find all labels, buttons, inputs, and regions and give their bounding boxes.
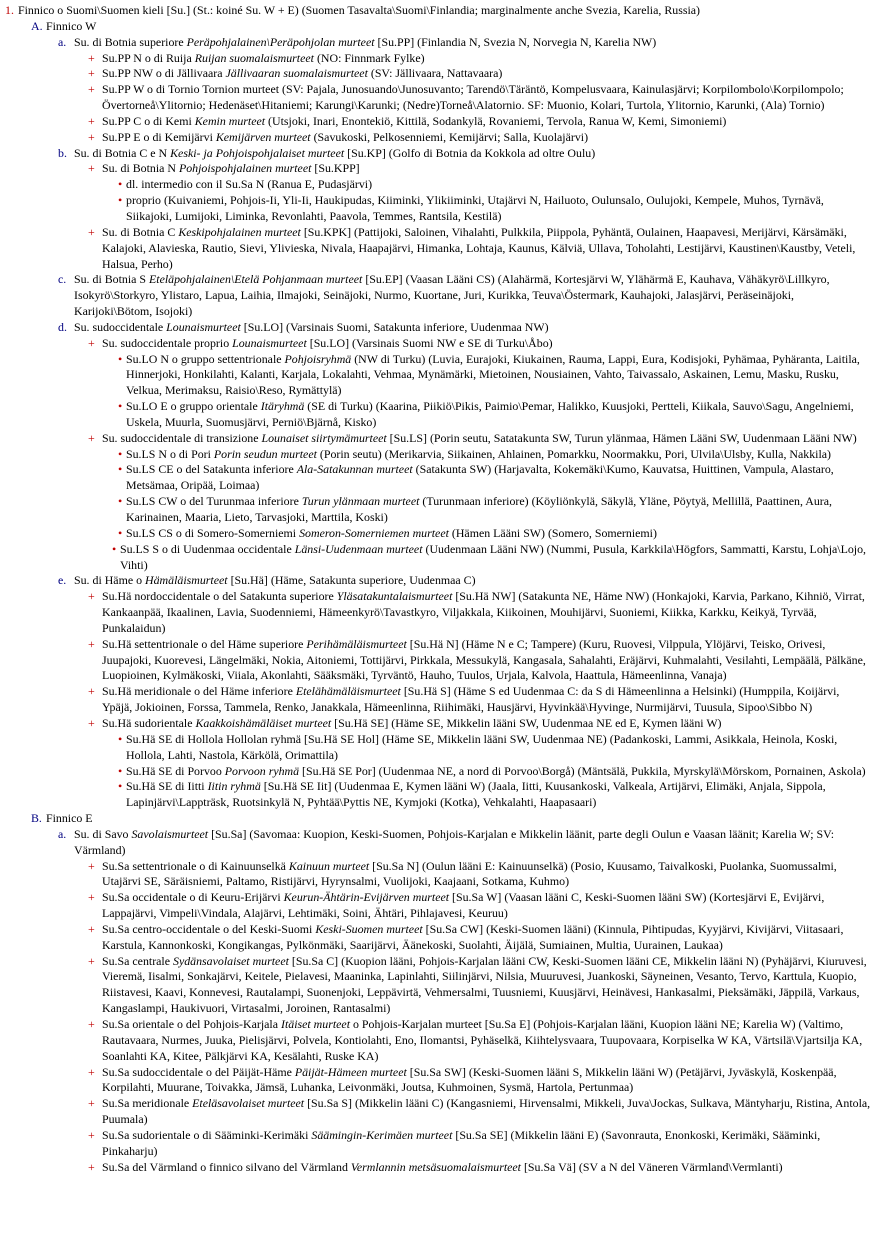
entry-level-4 [5, 399, 872, 431]
entry-text [126, 732, 872, 764]
entry-text-details: [Su.Sa S] (Mikkelin lääni C) (Kangasniemi, Hirvensalmi, Mikkeli, Juva\Jockas, Sulkava, Mäntyharju, Ristina, Antola, Puumala) [102, 1096, 871, 1127]
entry-text [102, 114, 872, 130]
entry-level-4 [5, 779, 872, 811]
entry-dialect-name: Kainuun murteet [288, 858, 370, 873]
entry-level-3 [5, 82, 872, 114]
entry-level-4 [5, 447, 872, 463]
entry-text-details: (Turunmaan inferiore) (Köyliönkylä, Säkylä, Yläne, Pöytyä, Mellillä, Paattinen, Aura, Karinainen, Maaria, Lieto, Tarvasjoki, Marttila, Koski) [126, 494, 832, 524]
entry-level-2 [5, 827, 872, 859]
entry-text [102, 431, 872, 447]
entry-text [46, 19, 872, 35]
entry-text-details: [Su.LS] (Porin seutu, Satatakunta SW, Turun ylänmaa, Hämen Lääni SW, Uudenmaan Lääni NW) [386, 430, 857, 445]
entry-dialect-name: Vermlannin metsäsuomalaismurteet [350, 1159, 521, 1174]
entry-text [126, 193, 872, 225]
entry-dialect-name: Etelähämäläismurteet [295, 684, 401, 699]
entry-text [102, 66, 872, 82]
entry-level-4 [5, 177, 872, 193]
entry-level-3 [5, 114, 872, 130]
entry-text-plain: Su.LO N o gruppo settentrionale [126, 351, 285, 366]
entry-text-plain: Su. di Häme o [74, 573, 146, 588]
entry-level-3 [5, 922, 872, 954]
entry-text [126, 177, 872, 193]
entry-text [74, 573, 872, 589]
entry-text-details: [Su.Sa CW] (Keski-Suomen lääni) (Kinnula, Pihtipudas, Kyyjärvi, Kivijärvi, Viitasaari, Karstula, Kannonkoski, Kongikangas, Pylkönmäki, Saarijärvi, Äänekoski, Suolahti, Äijälä, Sumiainen, Multia, Uurainen, Laukaa) [102, 921, 844, 952]
entry-level-3 [5, 890, 872, 922]
entry-text-plain: Su.PP NW o di Jällivaara [102, 66, 226, 81]
entry-text-plain: Su. di Botnia C [102, 224, 179, 239]
entry-text-details: [Su.LO] (Varsinais Suomi NW e SE di Turku\Åbo) [306, 335, 553, 350]
entry-marker: + [88, 1127, 95, 1142]
entry-text [102, 890, 872, 922]
entry-level-5 [5, 542, 872, 574]
entry-text [102, 922, 872, 954]
entry-marker: + [88, 82, 95, 97]
entry-text [102, 1017, 872, 1065]
entry-text-details: [Su.KPK] (Pattijoki, Saloinen, Vihalahti, Pulkkila, Piippola, Pyhäntä, Oulainen, Haapavesi, Merijärvi, Kärsämäki, Kalajoki, Alavieska, Rautio, Sievi, Ylivieska, Nivala, Haapajärvi, Himanka, Lohtaja, Kaunus, Kälviä, Ullava, Toholahti, Lestijärvi, Kaustinen\Kaustby, Veteli, Halsua, Perho) [102, 224, 856, 271]
entry-text-plain: Su.Hä meridionale o del Häme inferiore [102, 684, 296, 699]
entry-marker: + [88, 50, 95, 65]
entry-level-2 [5, 320, 872, 336]
entry-text-plain: Su.Hä SE di Hollola Hollolan ryhmä [Su.Hä SE Hol] (Häme SE, Mikkelin lääni SW, Uudenmaa NE) (Padankoski, Lammi, Asikkala, Heinola, Koski, Hollola, Lahti, Nastola, Kärkölä, Orimattila) [126, 731, 838, 762]
entry-dialect-name: Keski- ja Pohjoispohjalaiset murteet [170, 145, 345, 160]
entry-marker: + [88, 684, 95, 699]
entry-level-3 [5, 161, 872, 177]
entry-text-plain: Su.LO E o gruppo orientale [126, 399, 261, 414]
entry-marker: a. [58, 34, 67, 49]
entry-text-plain: Su. sudoccidentale di transizione [102, 430, 262, 445]
entry-level-4 [5, 764, 872, 780]
entry-text-details: [Su.LO] (Varsinais Suomi, Satakunta inferiore, Uudenmaa NW) [240, 319, 549, 334]
entry-text-details: [Su.Sa SW] (Keski-Suomen lääni S, Mikkelin lääni W) (Petäjärvi, Jyväskylä, Koskenpää, Korpilahti, Muurane, Toivakka, Jämsä, Luhanka, Leivonmäki, Joutsa, Kuhmoinen, Sysmä, Hartola, Pertunmaa) [102, 1064, 837, 1095]
entry-text-details: (Porin seutu) (Merikarvia, Siikainen, Ahlainen, Pomarkku, Noormakku, Pori, Ulvila\Ulsby, Kulla, Nakkila) [316, 446, 831, 461]
entry-text-details: [Su.PP] (Finlandia N, Svezia N, Norvegia N, Karelia NW) [374, 34, 657, 49]
entry-text [102, 859, 872, 891]
entry-text-details: [Su.Hä NW] (Satakunta NE, Häme NW) (Honkajoki, Karvia, Parkano, Kihniö, Virrat, Kankaanpää, Ikaalinen, Lavia, Suodenniemi, Hämeenkyrö\Tavastkyro, Viljakkala, Kiikoinen, Mouhijärvi, Suoniemi, Kiikka, Karkku, Keikyä, Tyrvää, Punkalaidun) [102, 589, 865, 635]
entry-marker: + [88, 953, 95, 968]
entry-text-plain: Su.LS CW o del Turunmaa inferiore [126, 494, 302, 509]
entry-marker: + [88, 589, 95, 604]
entry-text [102, 684, 872, 716]
entry-text-details: [Su.KPP] [311, 161, 360, 176]
entry-text [74, 146, 872, 162]
entry-level-4 [5, 193, 872, 225]
entry-dialect-name: Itäiset murteet [280, 1017, 351, 1031]
entry-marker: b. [58, 145, 67, 160]
entry-text-plain: Su.Sa centro-occidentale o del Keski-Suomi [102, 921, 316, 936]
entry-marker: • [118, 351, 123, 366]
entry-text-details: [Su.KP] (Golfo di Botnia da Kokkola ad oltre Oulu) [344, 145, 596, 160]
entry-dialect-name: Yläsatakuntalaismurteet [336, 589, 453, 604]
entry-text-details: [Su.Hä] (Häme, Satakunta superiore, Uudenmaa C) [227, 573, 476, 588]
entry-level-3 [5, 716, 872, 732]
entry-text [126, 462, 872, 494]
entry-text [46, 811, 872, 827]
entry-text [74, 35, 872, 51]
entry-dialect-name: Pohjoisryhmä [284, 351, 352, 366]
entry-marker: a. [58, 826, 67, 841]
entry-marker: d. [58, 319, 67, 334]
entry-dialect-name: Peräpohjalainen\Peräpohjolan murteet [186, 34, 375, 49]
entry-text-plain: Su.Hä SE di Iitti [126, 779, 208, 794]
entry-text [120, 542, 872, 574]
entry-marker: • [118, 177, 123, 192]
entry-text-plain: Su.PP E o di Kemijärvi [102, 129, 216, 144]
entry-text-plain: Su.Hä settentrionale o del Häme superiore [102, 636, 307, 651]
entry-dialect-name: Kaakkoishämäläiset murteet [195, 715, 332, 730]
entry-text-details: [Su.Sa W] (Vaasan lääni C, Keski-Suomen lääni SW) (Kortesjärvi E, Evijärvi, Lappajärvi, Vimpeli\Vindala, Alajärvi, Lehtimäki, Soini, Ähtäri, Pihlajavesi, Keuruu) [102, 890, 825, 921]
entry-text [102, 130, 872, 146]
entry-text-details: o Pohjois-Karjalan murteet [Su.Sa E] (Pohjois-Karjalan lääni, Kuopion lääni NE; Karelia W) (Valtimo, Rautavaara, Nurmes, Juuka, Pielisjärvi, Polvela, Kontiolahti, Eno, Ilomantsi, Pyhäselkä, Kiihtelysvaara, Tuupovaara, Korpiselka W KA, Värtsilä\Vjartsilja KA, Soanlahti KA, Kitee, Pälkjärvi KA, Kesälahti, Ruske KA) [102, 1017, 863, 1063]
entry-level-3 [5, 637, 872, 685]
entry-dialect-name: Päijät-Hämeen murteet [294, 1064, 407, 1079]
entry-text-details: [Su.Sa C] (Kuopion lääni, Pohjois-Karjalan lääni CW, Keski-Suomen lääni CE, Mikkelin lääni N) (Pyhäjärvi, Kiuruvesi, Vieremä, Iisalmi, Sonkajärvi, Keitele, Pielavesi, Maaninka, Lapinlahti, Siilinjärvi, Nilsia, Muuruvesi, Juankoski, Säyneinen, Vesanto, Tervo, Karttula, Kuopio, Riistavesi, Kaavi, Konnevesi, Rautalampi, Suonenjoki, Leppävirtä, Vehmersalmi, Tuusniemi, Kuusjärvi, Heinävesi, Hankasalmi, Pieksämäki, Jäppilä, Varkaus, Kangaslampi, Haukivuori, Virtasalmi, Joroinen, Rantasalmi) [102, 953, 867, 1016]
entry-text [102, 1128, 872, 1160]
entry-marker: + [88, 129, 95, 144]
entry-level-4 [5, 352, 872, 400]
entry-text-plain: Su.Hä nordoccidentale o del Satakunta superiore [102, 589, 337, 604]
entry-text-details: [Su.Sa] (Savomaa: Kuopion, Keski-Suomen, Pohjois-Karjalan e Mikkelin läänit, parte degli Oulun e Vaasan läänit; Karelia W; SV: Värmland) [74, 826, 835, 857]
entry-text [102, 1160, 872, 1176]
entry-dialect-name: Itäryhmä [260, 399, 305, 414]
entry-marker: + [88, 430, 95, 445]
entry-dialect-name: Lounaismurteet [232, 335, 307, 350]
entry-text-plain: Su.Sa centrale [102, 953, 173, 968]
entry-text-plain: Su.PP C o di Kemi [102, 113, 195, 128]
entry-level-3 [5, 336, 872, 352]
entry-text-details: (NO: Finnmark Fylke) [313, 50, 425, 65]
entry-level-3 [5, 1096, 872, 1128]
entry-level-3 [5, 1160, 872, 1176]
entry-level-1 [5, 19, 872, 35]
entry-text-details: (SE di Turku) (Kaarina, Piikiö\Pikis, Paimio\Pemar, Halikko, Kuusjoki, Pertteli, Kiikala, Sauvo\Sagu, Angelniemi, Uskela, Muurla, Suomusjärvi, Perniö\Bjärnå, Kisko) [126, 399, 854, 429]
entry-level-0 [5, 3, 872, 19]
entry-dialect-name: Säämingin-Kerimäen murteet [311, 1127, 453, 1142]
entry-text-plain: Su. di Botnia S [74, 272, 149, 287]
entry-text [126, 494, 872, 526]
entry-dialect-name: Perihämäläismurteet [306, 636, 407, 651]
entry-text [102, 589, 872, 637]
entry-marker: + [88, 1064, 95, 1079]
entry-marker: • [112, 541, 117, 556]
entry-level-4 [5, 494, 872, 526]
entry-text [126, 779, 872, 811]
entry-marker: + [88, 636, 95, 651]
entry-marker: • [118, 779, 123, 794]
entry-dialect-name: Keski-Suomen murteet [315, 921, 423, 936]
entry-dialect-name: Someron-Somerniemen murteet [299, 525, 449, 540]
entry-text-plain: Su.Sa del Värmland o finnico silvano del Värmland [102, 1159, 351, 1174]
entry-marker: + [88, 224, 95, 239]
entry-text [102, 51, 872, 67]
entry-dialect-name: Turun ylänmaan murteet [301, 494, 420, 509]
entry-marker: • [118, 399, 123, 414]
entry-text-details: [Su.Hä SE Por] (Uudenmaa NE, a nord di Porvoo\Borgå) (Mäntsälä, Pukkila, Myrskylä\Mörskom, Pornainen, Askola) [299, 763, 866, 778]
entry-dialect-name: Ala-Satakunnan murteet [296, 462, 413, 477]
entry-level-3 [5, 589, 872, 637]
entry-text-details: (SV: Jällivaara, Nattavaara) [367, 66, 503, 81]
entry-text-plain: Su.Sa settentrionale o di Kainuunselkä [102, 858, 289, 873]
entry-text-details: [Su.Hä SE] (Häme SE, Mikkelin lääni SW, Uudenmaa NE ed E, Kymen lääni W) [331, 715, 722, 730]
entry-text-details: [Su.Sa SE] (Mikkelin lääni E) (Savonrauta, Enonkoski, Kerimäki, Sääminki, Pinkaharju) [102, 1127, 821, 1158]
entry-dialect-name: Keskipohjalainen murteet [178, 224, 301, 239]
entry-text-plain: Su.LS S o di Uudenmaa occidentale [120, 541, 295, 556]
entry-text [126, 399, 872, 431]
entry-level-3 [5, 225, 872, 273]
entry-marker: + [88, 335, 95, 350]
entry-marker: + [88, 890, 95, 905]
entry-marker: + [88, 1159, 95, 1174]
entry-level-2 [5, 35, 872, 51]
entry-text-plain: Su.PP N o di Ruija [102, 50, 195, 65]
entry-dialect-name: Jällivaaran suomalaismurteet [225, 66, 368, 81]
entry-level-4 [5, 462, 872, 494]
entry-marker: • [118, 494, 123, 509]
entry-text-plain: Su.Sa orientale o del Pohjois-Karjala [102, 1017, 281, 1031]
entry-dialect-name: Eteläsavolaiset murteet [192, 1096, 305, 1111]
entry-marker: • [118, 446, 123, 461]
entry-text [18, 3, 872, 19]
entry-text-plain: Su. di Botnia superiore [74, 34, 187, 49]
entry-text [102, 225, 872, 273]
entry-level-2 [5, 573, 872, 589]
entry-level-4 [5, 732, 872, 764]
entry-text [126, 447, 872, 463]
entry-marker: • [118, 193, 123, 208]
entry-text-plain: Su.Hä sudorientale [102, 715, 196, 730]
entry-text-details: (Satakunta SW) (Harjavalta, Kokemäki\Kumo, Kauvatsa, Huittinen, Vampula, Alastaro, Metsämaa, Oripää, Loimaa) [126, 462, 834, 493]
entry-dialect-name: Lounaismurteet [166, 319, 241, 334]
entry-text-details: [Su.Hä N] (Häme N e C; Tampere) (Kuru, Ruovesi, Vilppula, Ylöjärvi, Teisko, Orivesi, Juupajoki, Kuorevesi, Längelmäki, Nokia, Aitoniemi, Tottijärvi, Pirkkala, Messukylä, Kangasala, Sahalahti, Eräjärvi, Kuhmalahti, Vesilahti, Lempäälä, Pälkäne, Luopioinen, Kylmäkoski, Viiala, Akonlahti, Sääksmäki, Tyrväntö, Hauho, Tuulos, Urjala, Kalvola, Haattula, Hämeenlinna, Vanaja) [102, 636, 866, 683]
entry-text [102, 1065, 872, 1097]
entry-dialect-name: Savolaismurteet [131, 826, 209, 841]
entry-level-2 [5, 272, 872, 320]
entry-text-plain: Su. di Savo [74, 826, 132, 841]
entry-text-plain: Su.PP W o di Tornio Tornion murteet (SV: Pajala, Junosuando\Junosuvanto; Tarendö\Täräntö, Kompelusvaara, Kainulasjärvi; Korpilombolo\Korpilompolo; Övertorneå\Ylitornio; Hedenäset\Hitaniemi; Karungi\Karunki; (Nedre)Torneå\Alatornio. SF: Muonio, Kolari, Turtola, Ylitornio, Karunki, (Ala) Tornio) [102, 82, 844, 113]
entry-text [126, 764, 872, 780]
entry-text-plain: dl. intermedio con il Su.Sa N (Ranua E, Pudasjärvi) [126, 177, 373, 192]
entry-marker: • [118, 763, 123, 778]
entry-marker: • [118, 525, 123, 540]
entry-text [102, 637, 872, 685]
entry-dialect-name: Länsi-Uudenmaan murteet [294, 541, 423, 556]
entry-level-4 [5, 526, 872, 542]
entry-marker: + [88, 66, 95, 81]
entry-marker: 1. [5, 3, 14, 17]
entry-level-3 [5, 684, 872, 716]
entry-marker: + [88, 161, 95, 176]
entry-dialect-name: Kemijärven murteet [215, 129, 311, 144]
entry-marker: c. [58, 272, 67, 287]
entry-text-plain: Su.LS CE o del Satakunta inferiore [126, 462, 297, 477]
entry-marker: e. [58, 573, 67, 588]
entry-text [74, 272, 872, 320]
entry-marker: + [88, 858, 95, 873]
entry-text-plain: Su. sudoccidentale [74, 319, 167, 334]
entry-dialect-name: Eteläpohjalainen\Etelä Pohjanmaan murteet [149, 272, 363, 287]
entry-level-3 [5, 859, 872, 891]
entry-text-plain: Su.Sa meridionale [102, 1096, 193, 1111]
entry-text-plain: Finnico o Suomi\Suomen kieli [Su.] (St.: koiné Su. W + E) (Suomen Tasavalta\Suomi\Finlandia; marginalmente anche Svezia, Karelia, Russia) [18, 3, 701, 17]
entry-text [102, 1096, 872, 1128]
entry-text [102, 161, 872, 177]
entry-text-details: [Su.Sa N] (Oulun lääni E: Kainuunselkä) (Posio, Kuusamo, Taivalkoski, Puolanka, Suomussalmi, Utajärvi SE, Säräisniemi, Paltamo, Ristijärvi, Hyrynsalmi, Vuolijoki, Kaajaani, Sotkama, Kuhmo) [102, 858, 837, 889]
entry-text-details: (Utsjoki, Inari, Enontekiö, Kittilä, Sodankylä, Rovaniemi, Tervola, Ranua W, Kemi, Simoniemi) [265, 113, 727, 128]
entry-text-details: (Savukoski, Pelkosenniemi, Kemijärvi; Salla, Kuolajärvi) [310, 129, 589, 144]
entry-text-details: (Uudenmaan Lääni NW) (Nummi, Pusula, Karkkila\Högfors, Sammatti, Karstu, Lohja\Lojo, Vihti) [120, 541, 867, 572]
entry-level-3 [5, 431, 872, 447]
entry-marker: • [118, 731, 123, 746]
entry-text-plain: Su.Sa occidentale o di Keuru-Erijärvi [102, 890, 284, 905]
entry-level-1 [5, 811, 872, 827]
entry-text-plain: Su.Sa sudorientale o di Sääminki-Kerimäki [102, 1127, 312, 1142]
entry-text-details: (NW di Turku) (Luvia, Eurajoki, Kiukainen, Rauma, Lappi, Eura, Kodisjoki, Pyhämaa, Pyhäranta, Laitila, Hinnerjoki, Honkilahti, Kalanti, Karjala, Lokalahti, Vehmaa, Mynämärki, Mietoinen, Nousiainen, Vahto, Taivassalo, Askainen, Lemu, Masku, Rusku, Velkua, Merimaksu, Raisio\Reso, Rymättylä) [126, 351, 860, 398]
entry-marker: B. [31, 811, 42, 826]
entry-marker: A. [31, 18, 43, 33]
entry-text [102, 716, 872, 732]
entry-level-3 [5, 954, 872, 1017]
entry-level-3 [5, 1065, 872, 1097]
entry-dialect-name: Porin seudun murteet [213, 446, 317, 461]
entry-text-details: [Su.Sa Vä] (SV a N del Väneren Värmland\Vermlanti) [520, 1159, 783, 1174]
entry-text [102, 336, 872, 352]
entry-text [126, 352, 872, 400]
entry-text-plain: Su. di Botnia N [102, 161, 179, 176]
entry-level-3 [5, 1017, 872, 1065]
entry-level-3 [5, 1128, 872, 1160]
entry-text [102, 82, 872, 114]
entry-dialect-name: Porvoon ryhmä [224, 763, 300, 778]
entry-text [74, 320, 872, 336]
entry-text-details: [Su.Hä SE Iit] (Uudenmaa E, Kymen lääni W) (Jaala, Iitti, Kuusankoski, Valkeala, Artijärvi, Elimäki, Anjala, Sippola, Lapinjärvi\Lappträsk, Ruotsinkylä N, Pyhtää\Pyttis NE, Kymjoki (Kotka), Vehkalahti, Haapasaari) [126, 779, 826, 810]
entry-text-details: (Hämen Lääni SW) (Somero, Somerniemi) [448, 525, 657, 540]
entry-dialect-name: Kemin murteet [194, 113, 266, 128]
entry-text-details: [Su.Hä S] (Häme S ed Uudenmaa C: da S di Hämeenlinna a Helsinki) (Humppila, Koijärvi, Ypäjä, Jokioinen, Forssa, Tammela, Renko, Janakkala, Hämeenlinna, Riihimäki, Hausjärvi, Hyvinkää\Hyvinge, Nurmijärvi, Tuusula, Sipoo\Sibbo N) [102, 684, 840, 715]
entry-dialect-name: Keurun-Ähtärin-Evijärven murteet [283, 890, 450, 905]
entry-marker: + [88, 921, 95, 936]
entry-text [126, 526, 872, 542]
entry-dialect-name: Iitin ryhmä [207, 779, 261, 794]
entry-text [74, 827, 872, 859]
entry-text-plain: Su. sudoccidentale proprio [102, 335, 233, 350]
entry-dialect-name: Ruijan suomalaismurteet [194, 50, 314, 65]
entry-level-3 [5, 66, 872, 82]
entry-marker: + [88, 113, 95, 128]
entry-dialect-name: Lounaiset siirtymämurteet [261, 430, 387, 445]
entry-text-plain: Su.LS CS o di Somero-Somerniemi [126, 525, 300, 540]
entry-marker: • [118, 462, 123, 477]
entry-marker: + [88, 1017, 95, 1031]
entry-text-plain: Su.LS N o di Pori [126, 446, 214, 461]
entry-dialect-name: Hämäläismurteet [145, 573, 228, 588]
entry-marker: + [88, 715, 95, 730]
entry-text-plain: Su. di Botnia C e N [74, 145, 171, 160]
entry-level-2 [5, 146, 872, 162]
entry-text-plain: Su.Sa sudoccidentale o del Päijät-Häme [102, 1064, 295, 1079]
entry-text-plain: Su.Hä SE di Porvoo [126, 763, 225, 778]
entry-text-plain: Finnico E [46, 811, 93, 826]
entry-text-plain: Finnico W [46, 18, 97, 33]
entry-text-plain: proprio (Kuivaniemi, Pohjois-Ii, Yli-Ii, Haukipudas, Kiiminki, Ylikiiminki, Utajärvi N, Hailuoto, Oulunsalo, Oulujoki, Kempele, Muhos, Tyrnävä, Siikajoki, Lumijoki, Liminka, Revonlahti, Paavola, Temmes, Rantsila, Kestilä) [126, 193, 824, 223]
entry-dialect-name: Sydänsavolaiset murteet [173, 953, 289, 968]
entry-text [102, 954, 872, 1017]
entry-level-3 [5, 51, 872, 67]
entry-level-3 [5, 130, 872, 146]
entry-dialect-name: Pohjoispohjalainen murteet [178, 161, 312, 176]
entry-text-details: [Su.EP] (Vaasan Lääni CS) (Alahärmä, Kortesjärvi W, Ylähärmä E, Kauhava, Vähäkyrö\Lillkyro, Isokyrö\Storkyro, Ylistaro, Lapua, Laihia, Ilmajoki, Seinäjoki, Nurmo, Kuortane, Juri, Kurikka, Teuva\Östermark, Kauhajoki, Jalasjärvi, Peräseinäjoki, Karijoki\Bötom, Isojoki) [74, 272, 830, 319]
entry-marker: + [88, 1096, 95, 1111]
